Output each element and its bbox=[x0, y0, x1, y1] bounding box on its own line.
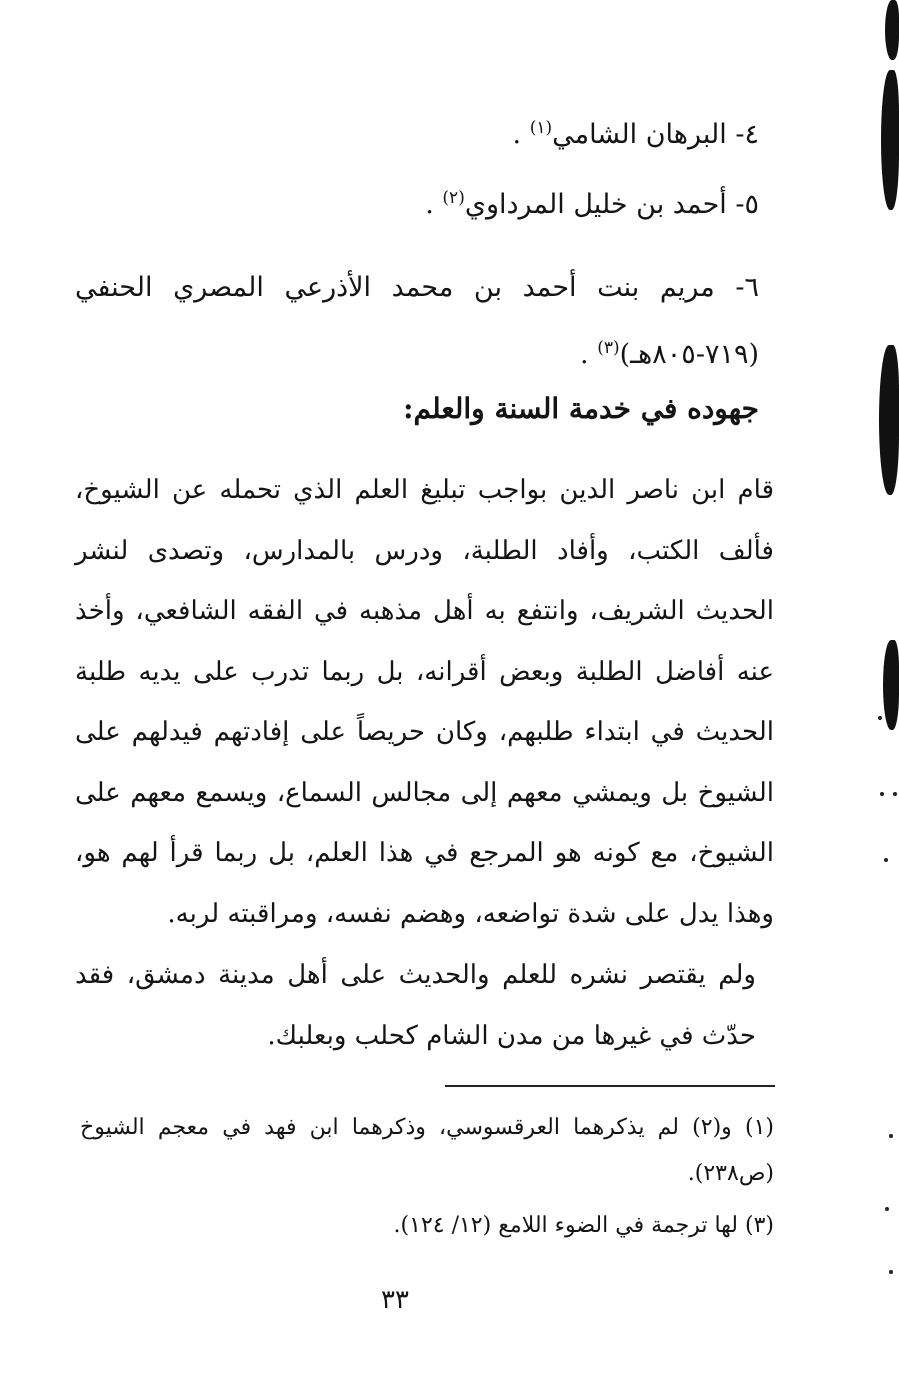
list-item-6-text: ٦- مريم بنت أحمد بن محمد الأذرعي المصري الحنفي bbox=[75, 272, 759, 303]
list-item-6-end: . bbox=[580, 339, 589, 370]
footnote-1: (١) و(٢) لم يذكرهما العرقسوسي، وذكرهما ابن فهد في معجم الشيوخ (ص٢٣٨). bbox=[80, 1115, 774, 1186]
scan-dust bbox=[889, 1134, 893, 1138]
list-item-4-end: . bbox=[512, 119, 522, 150]
list-item-5 bbox=[425, 188, 759, 220]
list-item-6 bbox=[75, 258, 759, 385]
page-number: ٣٣ bbox=[381, 1285, 409, 1315]
scan-edge-mark bbox=[881, 70, 899, 210]
footnote-2: (٣) لها ترجمة في الضوء اللامع (١٢/ ١٢٤). bbox=[393, 1213, 774, 1238]
footnote-ref-2: (٢) bbox=[442, 188, 465, 208]
scan-dust bbox=[889, 1270, 893, 1274]
scan-edge-mark bbox=[883, 640, 899, 730]
list-item-5-text: ٥- أحمد بن خليل المرداوي bbox=[464, 189, 759, 220]
scan-edge-mark bbox=[885, 0, 899, 60]
list-item-6-dates: (٧١٩-٨٠٥هـ) bbox=[619, 339, 759, 370]
scan-edge-mark bbox=[879, 345, 899, 495]
footnote-ref-3: (٣) bbox=[597, 338, 620, 358]
scan-dust bbox=[878, 716, 882, 720]
scan-dust bbox=[893, 792, 897, 796]
list-item-4 bbox=[513, 118, 760, 150]
scan-dust bbox=[884, 858, 888, 862]
body-paragraph-2: ولم يقتصر نشره للعلم والحديث على أهل مدينة دمشق، فقد حدّث في غيرها من مدن الشام كحلب وبعلبك. bbox=[75, 960, 756, 1051]
list-item-4-text: ٤- البرهان الشامي bbox=[552, 119, 759, 150]
list-item-5-end: . bbox=[425, 189, 434, 220]
scan-dust bbox=[885, 1207, 889, 1211]
footnote-ref-1: (١) bbox=[529, 118, 553, 138]
section-heading: جهوده في خدمة السنة والعلم: bbox=[403, 392, 759, 425]
footnote-separator bbox=[445, 1085, 775, 1087]
list-item-6-line2 bbox=[75, 318, 759, 385]
scan-dust bbox=[880, 792, 884, 796]
body-paragraph-1: قام ابن ناصر الدين بواجب تبليغ العلم الذي تحمله عن الشيوخ، فألف الكتب، وأفاد الطلبة، ودرس بالمدارس، وتصدى لنشر الحديث الشريف، وانتفع به أهل مذهبه في الفقه الشافعي، وأخذ عنه أفاضل الطلبة وبعض أقرانه، بل ربما تدرب على يديه طلبة الحديث في ابتداء طلبهم، وكان حريصاً على إفادتهم فيدلهم على الشيوخ بل ويمشي معهم إلى مجالس السماع، ويسمع معهم على الشيوخ، مع كونه هو المرجع في هذا العلم، بل ربما قرأ لهم هو، وهذا يدل على شدة تواضعه، وهضم نفسه، ومراقبته لربه. bbox=[75, 475, 774, 929]
